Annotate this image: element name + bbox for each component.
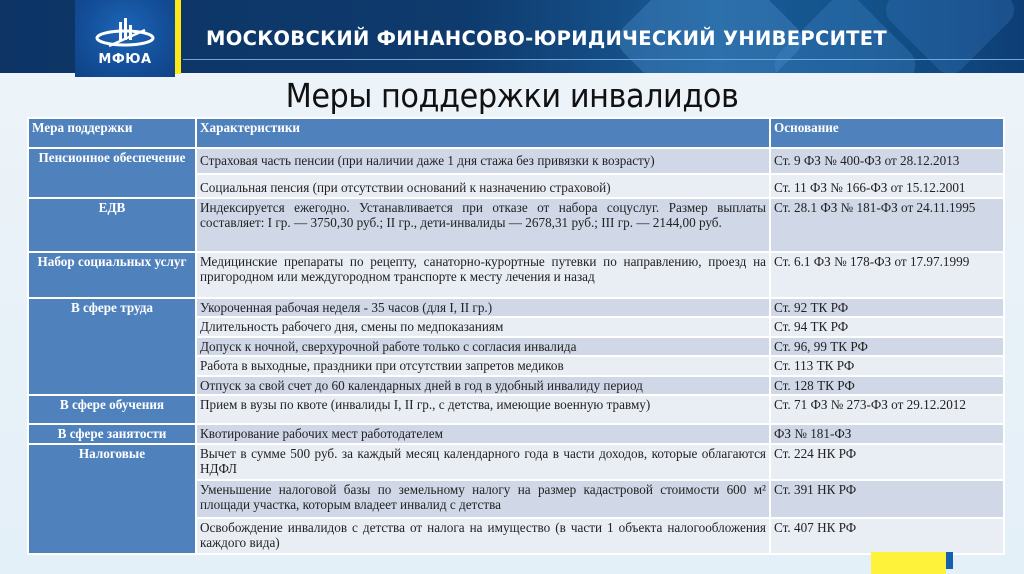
characteristic-cell: Уменьшение налоговой базы по земельному налогу на размер кадастровой стоимости 600 м² площади участка, которым владеет инвалид с детства <box>196 480 770 518</box>
university-name: МОСКОВСКИЙ ФИНАНСОВО-ЮРИДИЧЕСКИЙ УНИВЕРСИТЕТ <box>206 27 888 50</box>
characteristic-cell: Квотирование рабочих мест работодателем <box>196 424 770 444</box>
table-row <box>28 198 1004 252</box>
logo <box>75 0 175 77</box>
characteristic-cell: Медицинские препараты по рецепту, санаторно-курортные путевки по направлению, проезд на пригородном или междугородном транспорте к месту лечения и назад <box>196 252 770 298</box>
characteristic-cell: Длительность рабочего дня, смены по медпоказаниям <box>196 317 770 337</box>
characteristic-cell: Укороченная рабочая неделя - 35 часов (для I, II гр.) <box>196 298 770 318</box>
basis-cell: Ст. 94 ТК РФ <box>770 317 1004 337</box>
characteristic-cell: Социальная пенсия (при отсутствии оснований к назначению страховой) <box>196 174 770 198</box>
characteristic-cell: Освобождение инвалидов с детства от налога на имущество (в части 1 объекта налогообложения каждого вида) <box>196 518 770 554</box>
support-measures-table <box>27 117 1005 555</box>
footer-accent-yellow <box>871 552 946 574</box>
category-cell: В сфере занятости <box>28 424 196 444</box>
category-cell: Набор социальных услуг <box>28 252 196 298</box>
basis-cell: Ст. 96, 99 ТК РФ <box>770 337 1004 357</box>
table-row <box>28 252 1004 298</box>
table-row <box>28 148 1004 174</box>
logo-text: МФЮА <box>98 52 152 67</box>
characteristic-cell: Работа в выходные, праздники при отсутствии запретов медиков <box>196 356 770 376</box>
category-cell: В сфере труда <box>28 298 196 396</box>
column-header-measure: Мера поддержки <box>28 118 196 148</box>
basis-cell: Ст. 28.1 ФЗ № 181-ФЗ от 24.11.1995 <box>770 198 1004 252</box>
characteristic-cell: Допуск к ночной, сверхурочной работе только с согласия инвалида <box>196 337 770 357</box>
page-title: Меры поддержки инвалидов <box>285 76 739 115</box>
basis-cell: Ст. 9 ФЗ № 400-ФЗ от 28.12.2013 <box>770 148 1004 174</box>
characteristic-cell: Прием в вузы по квоте (инвалиды I, II гр., с детства, имеющие военную травму) <box>196 395 770 424</box>
column-header-characteristics: Характеристики <box>196 118 770 148</box>
basis-cell: Ст. 391 НК РФ <box>770 480 1004 518</box>
table-row <box>28 424 1004 444</box>
footer-accent-blue <box>946 552 953 569</box>
table-row <box>28 444 1004 480</box>
logo-emblem-icon <box>93 16 157 50</box>
header-divider <box>183 59 1024 60</box>
characteristic-cell: Вычет в сумме 500 руб. за каждый месяц календарного года в части доходов, которые облагаются НДФЛ <box>196 444 770 480</box>
characteristic-cell: Отпуск за свой счет до 60 календарных дней в год в удобный инвалиду период <box>196 376 770 396</box>
basis-cell: Ст. 71 ФЗ № 273-ФЗ от 29.12.2012 <box>770 395 1004 424</box>
column-header-basis: Основание <box>770 118 1004 148</box>
category-cell: В сфере обучения <box>28 395 196 424</box>
basis-cell: Ст. 92 ТК РФ <box>770 298 1004 318</box>
basis-cell: Ст. 224 НК РФ <box>770 444 1004 480</box>
basis-cell: Ст. 128 ТК РФ <box>770 376 1004 396</box>
category-cell: Налоговые <box>28 444 196 554</box>
basis-cell: Ст. 407 НК РФ <box>770 518 1004 554</box>
basis-cell: Ст. 11 ФЗ № 166-ФЗ от 15.12.2001 <box>770 174 1004 198</box>
table-row <box>28 395 1004 424</box>
basis-cell: Ст. 113 ТК РФ <box>770 356 1004 376</box>
characteristic-cell: Страховая часть пенсии (при наличии даже 1 дня стажа без привязки к возрасту) <box>196 148 770 174</box>
category-cell: Пенсионное обеспечение <box>28 148 196 198</box>
characteristic-cell: Индексируется ежегодно. Устанавливается при отказе от набора соцуслуг. Размер выплаты составляет: I гр. — 3750,30 руб.; II гр., дети-инвалиды — 2678,31 руб.; III гр. — 2144,00 руб. <box>196 198 770 252</box>
basis-cell: ФЗ № 181-ФЗ <box>770 424 1004 444</box>
basis-cell: Ст. 6.1 ФЗ № 178-ФЗ от 17.97.1999 <box>770 252 1004 298</box>
category-cell: ЕДВ <box>28 198 196 252</box>
table-header-row <box>28 118 1004 148</box>
table-row <box>28 298 1004 318</box>
